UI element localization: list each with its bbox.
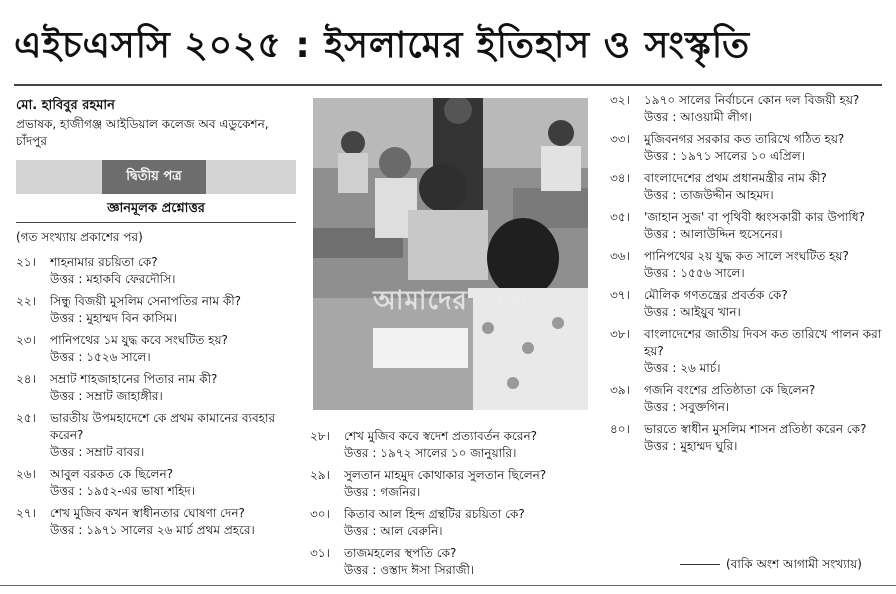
question-number: ৩৯। <box>610 383 630 397</box>
question <box>310 506 600 523</box>
question-text: সিন্ধু বিজয়ী মুসলিম সেনাপতির নাম কী? <box>50 294 242 308</box>
qa-list-right <box>610 92 890 455</box>
question <box>16 466 296 483</box>
question <box>16 410 296 444</box>
qa-item <box>16 254 296 288</box>
question-number: ৩২। <box>610 93 630 107</box>
answer-text: উত্তর : ২৬ মার্চ। <box>644 361 721 375</box>
qa-item <box>16 410 296 461</box>
question <box>16 293 296 310</box>
continued-note: (গত সংখ্যায় প্রকাশের পর) <box>16 230 143 244</box>
answer-text: উত্তর : গজনির। <box>344 485 421 499</box>
question-number: ৩৭। <box>610 288 630 302</box>
qa-item <box>610 209 890 243</box>
footer-dash <box>680 564 720 565</box>
question <box>610 92 890 109</box>
headline: এইচএসসি ২০২৫ : ইসলামের ইতিহাস ও সংস্কৃতি <box>14 25 751 66</box>
question-text: আবুল বরকত কে ছিলেন? <box>50 467 174 481</box>
question-text: ভারতীয় উপমহাদেশে কে প্রথম কামানের ব্যবহার করেন? <box>50 411 276 442</box>
question-number: ৩১। <box>310 546 330 560</box>
question <box>16 332 296 349</box>
question-text: বাংলাদেশের প্রথম প্রধানমন্ত্রীর নাম কী? <box>644 171 827 185</box>
answer-text: উত্তর : ওস্তাদ ঈসা সিরাজী। <box>344 563 475 577</box>
author-name: মো. হাবিবুর রহমান <box>16 98 115 113</box>
question-number: ৩৪। <box>610 171 630 185</box>
question-number: ২৭। <box>16 506 36 520</box>
qa-item <box>16 505 296 539</box>
answer-text: উত্তর : সবুক্তগিন। <box>644 400 730 414</box>
question-text: সম্রাট শাহজাহানের পিতার নাম কী? <box>50 372 218 386</box>
question <box>610 209 890 226</box>
question-text: পানিপথের ১ম যুদ্ধ কবে সংঘটিত হয়? <box>50 333 228 347</box>
section-rule <box>16 222 296 223</box>
question-number: ২৯। <box>310 468 330 482</box>
column-left <box>16 92 296 544</box>
qa-item <box>16 293 296 327</box>
qa-item <box>16 371 296 405</box>
question-number: ২৫। <box>16 411 36 425</box>
qa-item <box>610 421 890 455</box>
answer-text: উত্তর : আওয়ামী লীগ। <box>644 110 753 124</box>
question-number: ২৮। <box>310 429 330 443</box>
paper-label: দ্বিতীয় পত্র <box>102 160 206 194</box>
answer-text: উত্তর : আইয়ুব খান। <box>644 305 741 319</box>
question-text: 'জাহান সুজ' বা পৃথিবী ধ্বংসকারী কার উপাধি? <box>644 210 865 224</box>
question-number: ৩৩। <box>610 132 630 146</box>
answer-text: উত্তর : ১৯৫২-এর ভাষা শহিদ। <box>50 484 196 498</box>
qa-item <box>16 466 296 500</box>
section-title: জ্ঞানমূলক প্রশ্নোত্তর <box>107 201 205 216</box>
paper-band <box>16 160 296 194</box>
qa-item <box>310 545 600 579</box>
qa-item <box>16 332 296 366</box>
question <box>310 545 600 562</box>
question-text: শেখ মুজিব কখন স্বাধীনতার ঘোষণা দেন? <box>50 506 245 520</box>
question-text: তাজমহলের স্থপতি কে? <box>344 546 457 560</box>
answer-text: উত্তর : ১৯৭২ সালের ১০ জানুয়ারি। <box>344 446 517 460</box>
question-text: কিতাব আল হিন্দ গ্রন্থটির রচয়িতা কে? <box>344 507 525 521</box>
question-number: ৩৮। <box>610 327 630 341</box>
question-text: পানিপথের ২য় যুদ্ধ কত সালে সংঘটিত হয়? <box>644 249 849 263</box>
photo-illustration <box>313 98 588 410</box>
exam-hall-photo <box>313 98 588 410</box>
question-text: বাংলাদেশের জাতীয় দিবস কত তারিখে পালন করা হয়? <box>644 327 882 358</box>
question <box>610 326 890 360</box>
question-number: ২৬। <box>16 467 36 481</box>
author-affiliation: প্রভাষক, হাজীগঞ্জ আইডিয়াল কলেজ অব এডুকেশন, চাঁদপুর <box>16 117 269 148</box>
question-number: ২৪। <box>16 372 36 386</box>
continuation-footer <box>680 556 890 576</box>
question <box>610 287 890 304</box>
qa-item <box>310 467 600 501</box>
qa-item <box>310 506 600 540</box>
question-number: ৩৬। <box>610 249 630 263</box>
question-number: ২১। <box>16 255 36 269</box>
newspaper-watermark: আমাদের সময় <box>373 286 528 316</box>
answer-text: উত্তর : ১৫৫৬ সালে। <box>644 266 745 280</box>
question-text: সুলতান মাহমুদ কোথাকার সুলতান ছিলেন? <box>344 468 547 482</box>
qa-item <box>610 248 890 282</box>
question-number: ৩৫। <box>610 210 630 224</box>
qa-item <box>610 382 890 416</box>
question <box>310 428 600 445</box>
answer-text: উত্তর : আল বেরুনি। <box>344 524 443 538</box>
question <box>610 382 890 399</box>
question <box>610 131 890 148</box>
question-number: ৩০। <box>310 507 330 521</box>
answer-text: উত্তর : মহাকবি ফেরদৌসি। <box>50 272 176 286</box>
qa-item <box>310 428 600 462</box>
column-right <box>610 92 890 460</box>
question-number: ২৩। <box>16 333 36 347</box>
qa-item <box>610 92 890 126</box>
question-number: ২২। <box>16 294 36 308</box>
answer-text: উত্তর : ১৯৭১ সালের ১০ এপ্রিল। <box>644 149 805 163</box>
answer-text: উত্তর : সম্রাট বাবর। <box>50 445 145 459</box>
question-text: ১৯৭০ সালের নির্বাচনে কোন দল বিজয়ী হয়? <box>644 93 860 107</box>
question-text: গজনি বংশের প্রতিষ্ঠাতা কে ছিলেন? <box>644 383 816 397</box>
answer-text: উত্তর : ১৫২৬ সালে। <box>50 350 151 364</box>
footer-note: (বাকি অংশ আগামী সংখ্যায়) <box>726 557 862 571</box>
question <box>310 467 600 484</box>
headline-rule <box>14 84 882 86</box>
question <box>610 248 890 265</box>
qa-item <box>610 131 890 165</box>
question-text: শাহনামার রচয়িতা কে? <box>50 255 158 269</box>
question-text: মুজিবনগর সরকার কত তারিখে গঠিত হয়? <box>644 132 845 146</box>
page-bottom-rule <box>0 585 896 586</box>
question <box>16 371 296 388</box>
qa-list-middle <box>310 428 600 579</box>
answer-text: উত্তর : সম্রাট জাহাঙ্গীর। <box>50 389 163 403</box>
qa-item <box>610 170 890 204</box>
answer-text: উত্তর : ১৯৭১ সালের ২৬ মার্চ প্রথম প্রহরে। <box>50 523 255 537</box>
qa-list-left <box>16 254 296 539</box>
question <box>16 254 296 271</box>
answer-text: উত্তর : মুহাম্মদ ঘুরি। <box>644 439 738 453</box>
question-text: মৌলিক গণতন্ত্রের প্রবর্তক কে? <box>644 288 788 302</box>
answer-text: উত্তর : আলাউদ্দিন হুসেনের। <box>644 227 783 241</box>
question <box>610 170 890 187</box>
question-text: ভারতে স্বাধীন মুসলিম শাসন প্রতিষ্ঠা করেন কে? <box>644 422 867 436</box>
question-text: শেখ মুজিব কবে স্বদেশ প্রত্যাবর্তন করেন? <box>344 429 537 443</box>
answer-text: উত্তর : তাজউদ্দীন আহমদ। <box>644 188 774 202</box>
column-middle <box>310 428 600 584</box>
answer-text: উত্তর : মুহাম্মদ বিন কাসিম। <box>50 311 177 325</box>
question-number: ৪০। <box>610 422 630 436</box>
question <box>610 421 890 438</box>
qa-item <box>610 287 890 321</box>
question <box>16 505 296 522</box>
qa-item <box>610 326 890 377</box>
